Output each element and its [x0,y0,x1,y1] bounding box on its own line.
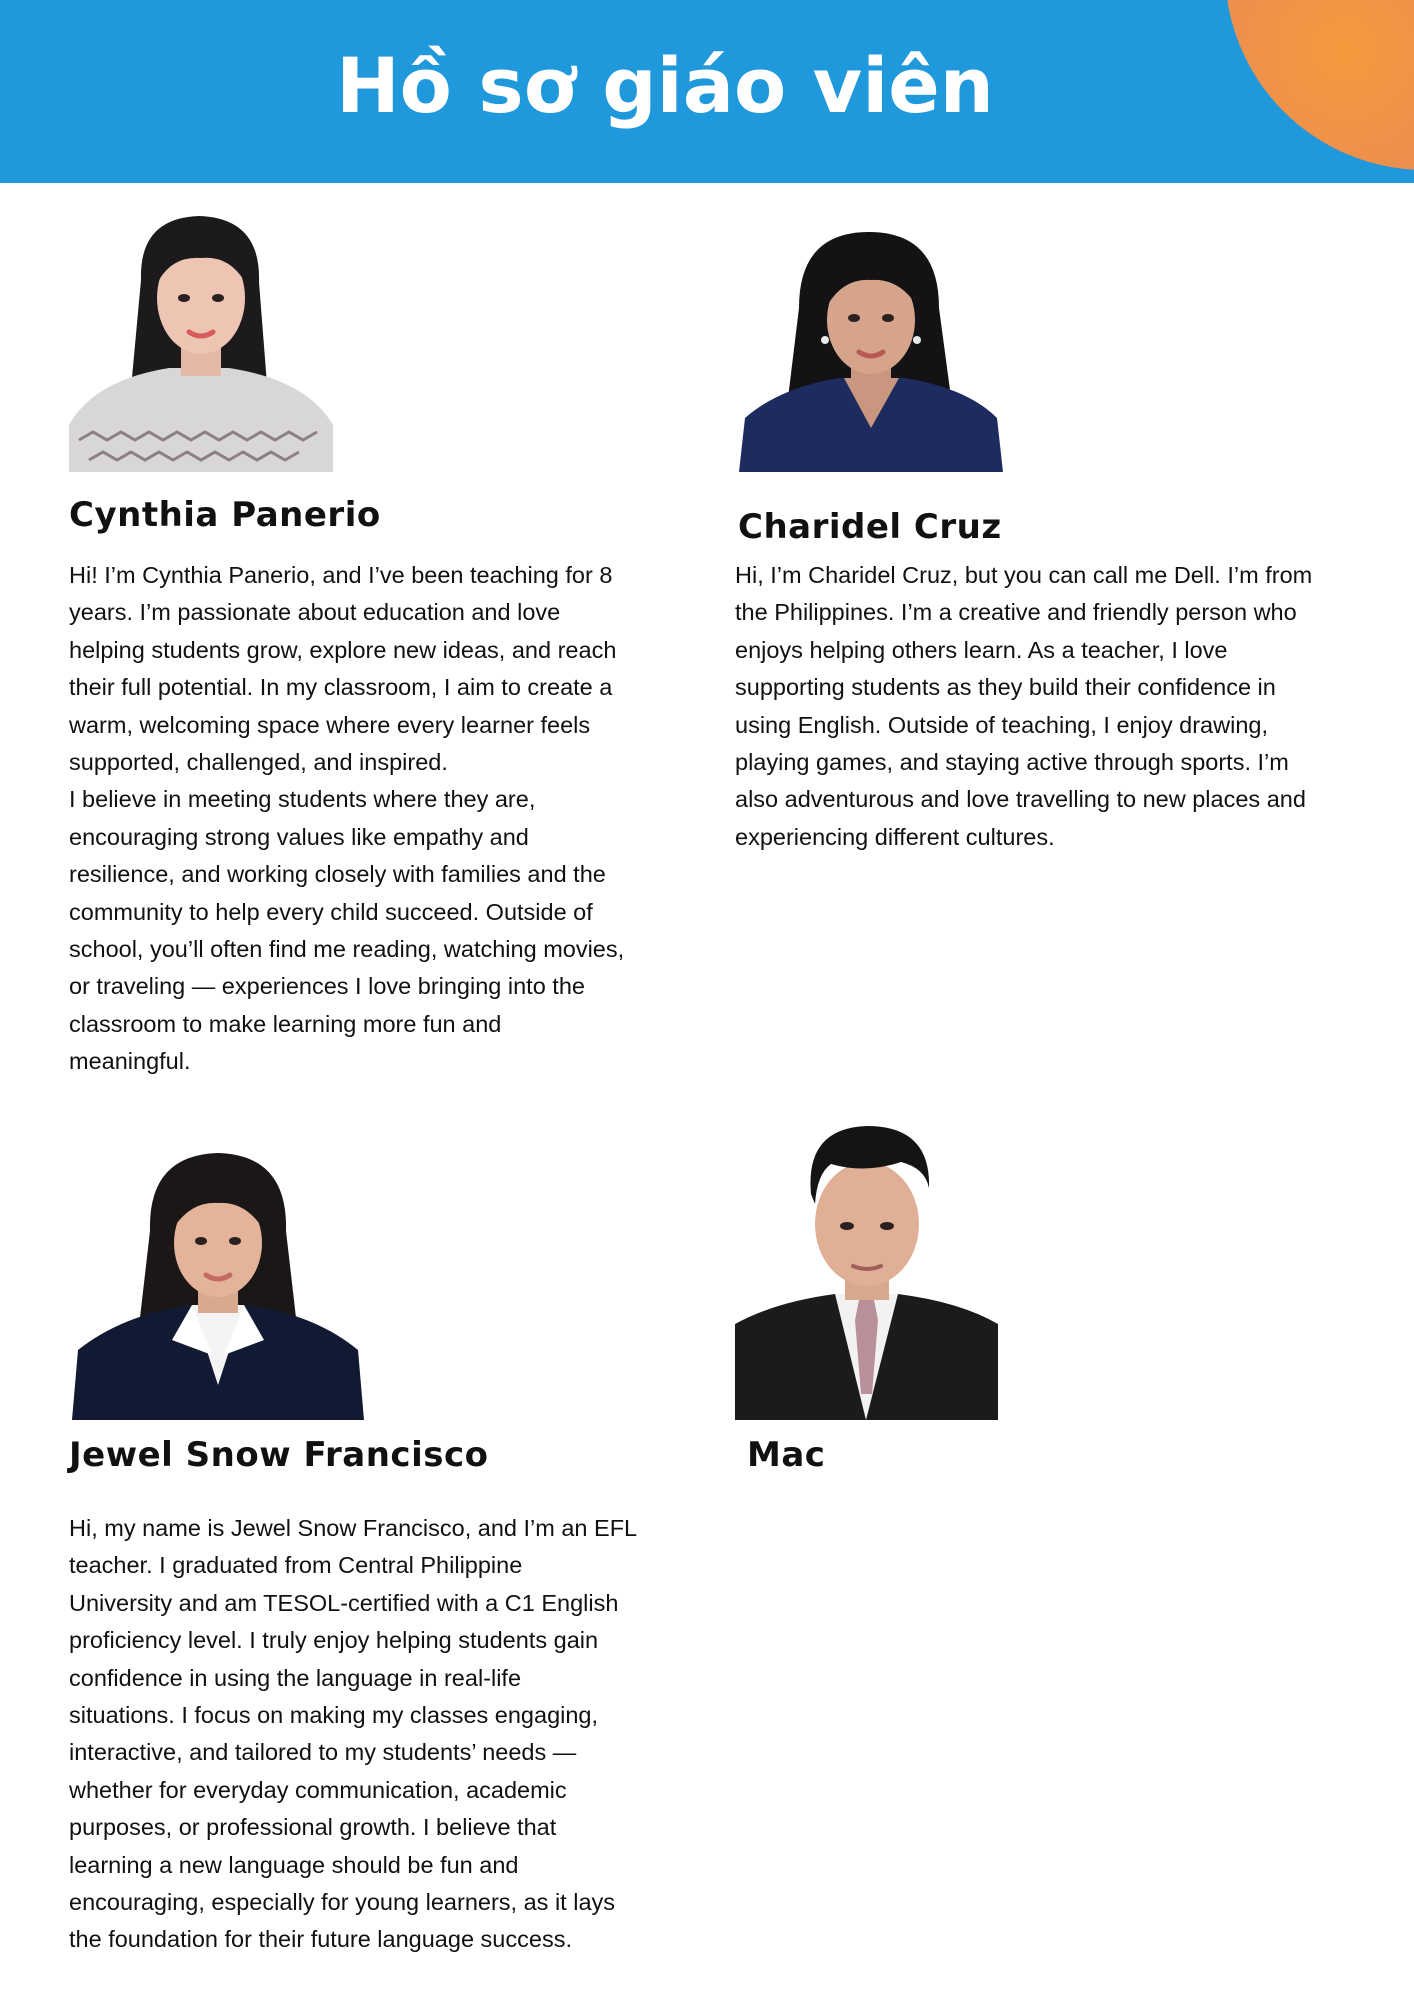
teacher-photo-cynthia [69,210,333,472]
page-header [0,0,1414,183]
teacher-photo-mac [735,1124,998,1420]
teacher-photo-jewel [72,1145,364,1420]
teacher-bio: Hi! I’m Cynthia Panerio, and I’ve been teaching for 8 years. I’m passionate about education and love helping students grow, explore new ideas, and reach their full potential. In my classroom, I aim to create a warm, welcoming space where every learner feels supported, challenged, and inspired. I believe in meeting students where they are, encouraging strong values like empathy and resilience, and working closely with families and the community to help every child succeed. Outside of school, you’ll often find me reading, watching movies, or traveling — experiences I love bringing into the classroom to make learning more fun and meaningful. [69,562,625,1075]
teacher-bio: Hi, my name is Jewel Snow Francisco, and I’m an EFL teacher. I graduated from Central Philippine University and am TESOL-certified with a C1 English proficiency level. I truly enjoy helping students gain confidence in using the language in real-life situations. I focus on making my classes engaging, interactive, and tailored to my students’ needs — whether for everyday communication, academic purposes, or professional growth. I believe that learning a new language should be fun and encouraging, especially for young learners, as it lays the foundation for their future language success. [69,1515,638,1953]
teacher-bio: Hi, I’m Charidel Cruz, but you can call me Dell. I’m from the Philippines. I’m a creative and friendly person who enjoys helping others learn. As a teacher, I love supporting students as they build their confidence in using English. Outside of teaching, I enjoy drawing, playing games, and staying active through sports. I’m also adventurous and love travelling to new places and experiencing different cultures. [735,562,1313,850]
portrait-photo-icon [72,1145,364,1420]
page-title: Hồ sơ giáo viên [336,41,994,130]
portrait-photo-icon [69,210,333,472]
portrait-photo-icon [735,1124,998,1420]
teacher-photo-charidel [739,228,1003,472]
teacher-name: Jewel Snow Francisco [69,1435,489,1475]
portrait-photo-icon [739,228,1003,472]
teacher-name: Charidel Cruz [738,507,1002,547]
teacher-name: Cynthia Panerio [69,495,381,535]
teacher-name: Mac [747,1435,826,1475]
